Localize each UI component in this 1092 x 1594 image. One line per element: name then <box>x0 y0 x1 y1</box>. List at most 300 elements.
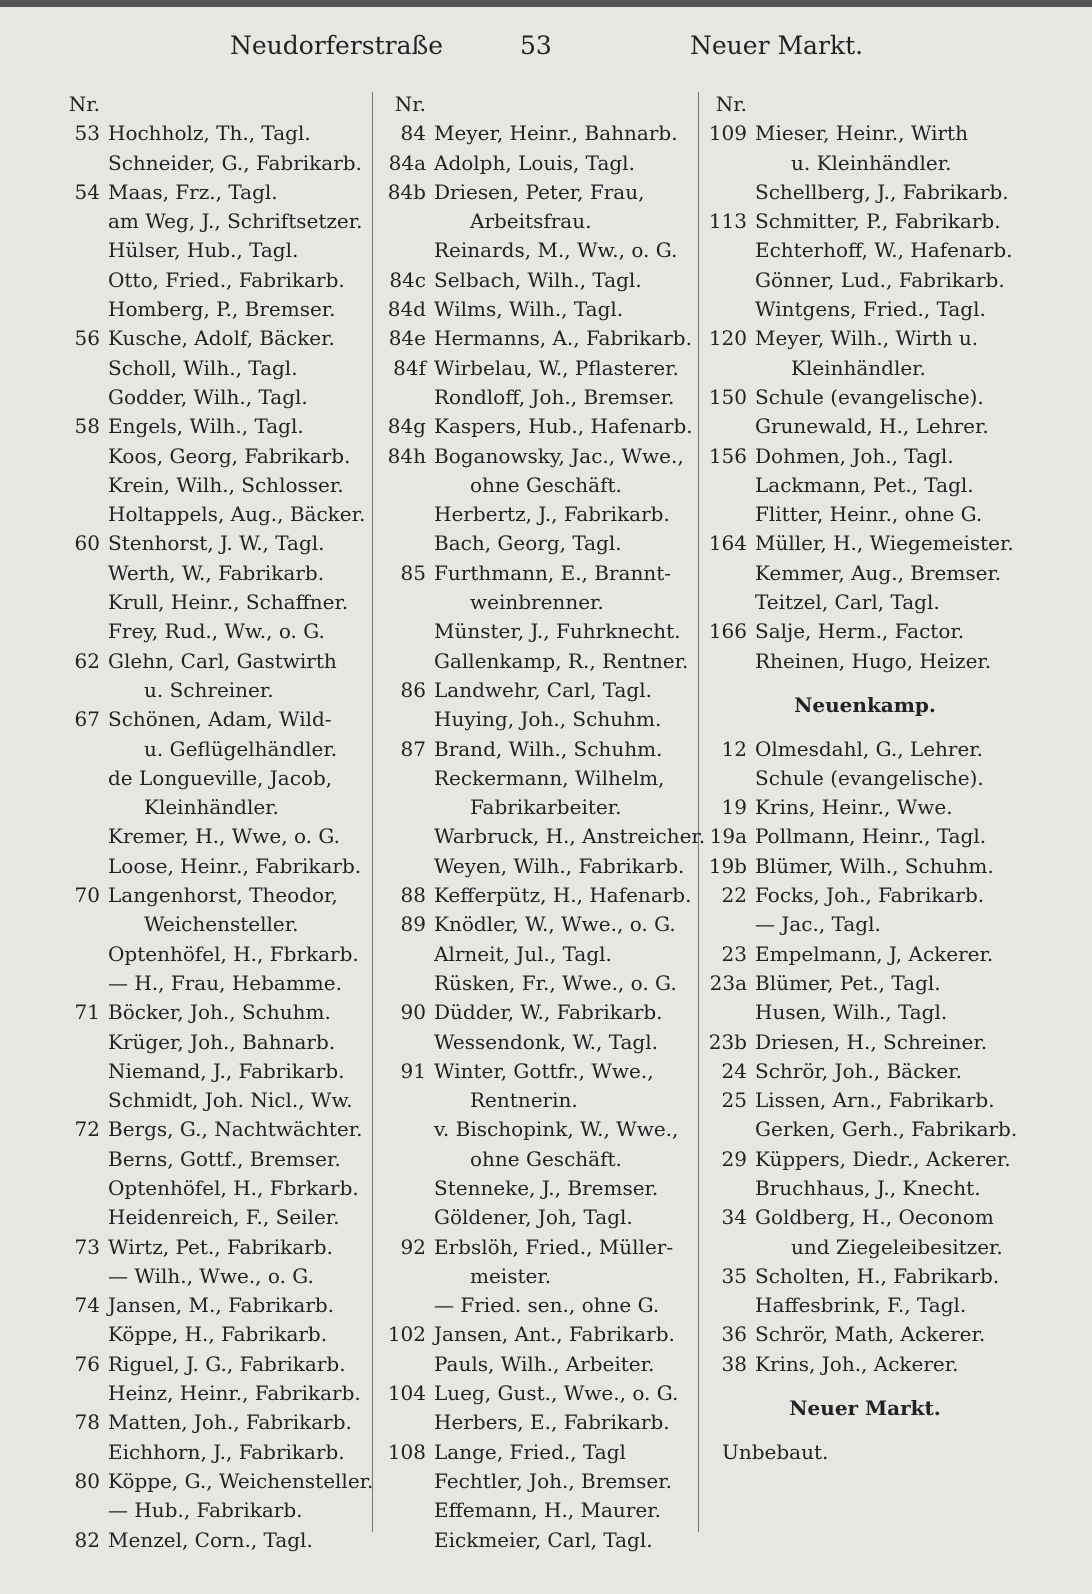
house-number: 58 <box>74 414 100 439</box>
resident-entry: am Weg, J., Schriftsetzer. <box>108 209 363 234</box>
resident-entry: Winter, Gottfr., Wwe., <box>434 1058 654 1083</box>
resident-entry: Schmidt, Joh. Nicl., Ww. <box>108 1088 353 1113</box>
entry-row <box>0 676 375 705</box>
entry-row <box>0 1291 375 1320</box>
house-number: 84e <box>388 326 426 351</box>
entry-row <box>700 471 1030 500</box>
resident-entry: Heinz, Heinr., Fabrikarb. <box>108 1381 361 1406</box>
entry-row <box>700 295 1030 324</box>
entry-row <box>376 1291 706 1320</box>
entry-row <box>700 442 1030 471</box>
resident-entry: Eichhorn, J., Fabrikarb. <box>108 1439 345 1464</box>
resident-entry: Heidenreich, F., Seiler. <box>108 1205 340 1230</box>
house-number: 62 <box>74 648 100 673</box>
resident-entry: Weyen, Wilh., Fabrikarb. <box>434 853 685 878</box>
entry-row <box>0 647 375 676</box>
house-number: 164 <box>708 531 747 556</box>
house-number: 102 <box>387 1322 426 1347</box>
resident-entry: Engels, Wilh., Tagl. <box>108 414 304 439</box>
resident-entry: Lissen, Arn., Fabrikarb. <box>755 1088 995 1113</box>
entry-row <box>700 236 1030 265</box>
house-number: 84 <box>400 121 426 146</box>
resident-entry: Schrör, Math, Ackerer. <box>755 1322 986 1347</box>
entry-row <box>0 1233 375 1262</box>
entry-row <box>0 852 375 881</box>
resident-entry: Krins, Joh., Ackerer. <box>755 1351 959 1376</box>
entry-row <box>0 1320 375 1349</box>
resident-entry: Müller, H., Wiegemeister. <box>755 531 1014 556</box>
house-number: 86 <box>400 677 426 702</box>
entry-row <box>0 940 375 969</box>
resident-entry: Bruchhaus, J., Knecht. <box>755 1175 981 1200</box>
entry-row <box>700 1262 1030 1291</box>
resident-entry: Schrör, Joh., Bäcker. <box>755 1058 962 1083</box>
house-number: 54 <box>74 179 100 204</box>
resident-entry: Krull, Heinr., Schaffner. <box>108 590 349 615</box>
entry-row <box>0 793 375 822</box>
resident-entry: Empelmann, J, Ackerer. <box>755 941 994 966</box>
entry-row <box>376 412 706 441</box>
entry-row <box>0 178 375 207</box>
resident-entry: — Wilh., Wwe., o. G. <box>108 1263 314 1288</box>
entry-row <box>376 1350 706 1379</box>
resident-entry: Krein, Wilh., Schlosser. <box>108 472 344 497</box>
entry-row <box>0 1526 375 1555</box>
resident-entry: Salje, Herm., Factor. <box>755 619 965 644</box>
resident-entry: Holtappels, Aug., Bäcker. <box>108 502 366 527</box>
entry-row <box>0 1496 375 1525</box>
house-number: 91 <box>400 1058 426 1083</box>
entry-row <box>0 1174 375 1203</box>
resident-entry: de Longueville, Jacob, <box>108 765 333 790</box>
resident-entry: Maas, Frz., Tagl. <box>108 179 278 204</box>
house-number: 19b <box>708 853 747 878</box>
house-number: 29 <box>721 1146 747 1171</box>
house-number: 73 <box>74 1234 100 1259</box>
resident-entry: weinbrenner. <box>470 590 604 615</box>
entry-row <box>700 969 1030 998</box>
resident-entry: Schule (evangelische). <box>755 384 984 409</box>
resident-entry: Adolph, Louis, Tagl. <box>434 150 635 175</box>
entry-row <box>376 852 706 881</box>
resident-entry: ohne Geschäft. <box>470 1146 622 1171</box>
entry-row <box>0 1145 375 1174</box>
house-number: 24 <box>721 1058 747 1083</box>
resident-entry: Otto, Fried., Fabrikarb. <box>108 267 345 292</box>
resident-entry: Köppe, H., Fabrikarb. <box>108 1322 328 1347</box>
house-number: 76 <box>74 1351 100 1376</box>
entry-row <box>0 617 375 646</box>
resident-entry: Koos, Georg, Fabrikarb. <box>108 443 351 468</box>
resident-entry: Eickmeier, Carl, Tagl. <box>434 1527 653 1552</box>
resident-entry: Bergs, G., Nachtwächter. <box>108 1117 363 1142</box>
entry-row <box>376 940 706 969</box>
resident-entry: Rüsken, Fr., Wwe., o. G. <box>434 970 677 995</box>
house-number: 70 <box>74 883 100 908</box>
resident-entry: Rentnerin. <box>470 1088 578 1113</box>
resident-entry: Meyer, Heinr., Bahnarb. <box>434 121 678 146</box>
entry-row <box>700 1115 1030 1144</box>
resident-entry: Grunewald, H., Lehrer. <box>755 414 989 439</box>
entry-row <box>0 881 375 910</box>
resident-entry: Bach, Georg, Tagl. <box>434 531 622 556</box>
house-number: 82 <box>74 1527 100 1552</box>
entry-row <box>0 1203 375 1232</box>
resident-entry: Herbers, E., Fabrikarb. <box>434 1410 670 1435</box>
house-number: 74 <box>74 1293 100 1318</box>
resident-entry: Olmesdahl, G., Lehrer. <box>755 736 984 761</box>
house-number: 84c <box>389 267 426 292</box>
resident-entry: Teitzel, Carl, Tagl. <box>755 590 940 615</box>
entry-row <box>700 383 1030 412</box>
entry-row <box>700 822 1030 851</box>
house-number: 34 <box>721 1205 747 1230</box>
resident-entry: Kaspers, Hub., Hafenarb. <box>434 414 693 439</box>
house-number: 84b <box>387 179 426 204</box>
entry-row <box>700 500 1030 529</box>
resident-entry: Wilms, Wilh., Tagl. <box>434 297 624 322</box>
resident-entry: Wirtz, Pet., Fabrikarb. <box>108 1234 333 1259</box>
house-number: 84h <box>387 443 426 468</box>
house-number: 23a <box>709 970 747 995</box>
resident-entry: Weichensteller. <box>144 912 299 937</box>
house-number: 104 <box>387 1381 426 1406</box>
entry-row <box>0 588 375 617</box>
entry-row <box>0 471 375 500</box>
entry-row <box>376 969 706 998</box>
resident-entry: Goldberg, H., Oeconom <box>755 1205 994 1230</box>
resident-entry: Flitter, Heinr., ohne G. <box>755 502 983 527</box>
resident-entry: Alrneit, Jul., Tagl. <box>434 941 612 966</box>
entry-row <box>376 119 706 148</box>
entry-row <box>700 90 1030 119</box>
entry-row <box>700 998 1030 1027</box>
resident-entry: Jansen, M., Fabrikarb. <box>108 1293 335 1318</box>
resident-entry: Haffesbrink, F., Tagl. <box>755 1293 967 1318</box>
resident-entry: Wessendonk, W., Tagl. <box>434 1029 658 1054</box>
entry-row <box>700 1350 1030 1379</box>
entry-row <box>0 1379 375 1408</box>
house-number: Nr. <box>68 92 100 116</box>
entry-row <box>700 324 1030 353</box>
entry-row <box>376 647 706 676</box>
resident-entry: Blümer, Wilh., Schuhm. <box>755 853 994 878</box>
entry-row <box>376 1379 706 1408</box>
entry-row <box>700 647 1030 676</box>
entry-row <box>376 1262 706 1291</box>
resident-entry: Menzel, Corn., Tagl. <box>108 1527 313 1552</box>
entry-row <box>0 1115 375 1144</box>
house-number: 12 <box>721 736 747 761</box>
entry-row <box>376 500 706 529</box>
resident-entry: Werth, W., Fabrikarb. <box>108 560 325 585</box>
entry-row <box>376 529 706 558</box>
house-number: 84a <box>388 150 426 175</box>
resident-entry: Schneider, G., Fabrikarb. <box>108 150 362 175</box>
entry-row <box>700 617 1030 646</box>
resident-entry: Rondloff, Joh., Bremser. <box>434 384 675 409</box>
resident-entry: Brand, Wilh., Schuhm. <box>434 736 663 761</box>
entry-row <box>0 236 375 265</box>
house-number: 88 <box>400 883 426 908</box>
resident-entry: Scholten, H., Fabrikarb. <box>755 1263 1000 1288</box>
entry-row <box>376 705 706 734</box>
resident-entry: Lueg, Gust., Wwe., o. G. <box>434 1381 679 1406</box>
entry-row <box>376 822 706 851</box>
resident-entry: Scholl, Wilh., Tagl. <box>108 355 298 380</box>
entry-row <box>376 1496 706 1525</box>
resident-entry: ohne Geschäft. <box>470 472 622 497</box>
house-number: 53 <box>74 121 100 146</box>
resident-entry: Riguel, J. G., Fabrikarb. <box>108 1351 346 1376</box>
header-street-left: Neudorferstraße <box>230 31 444 60</box>
entry-row <box>376 1028 706 1057</box>
entry-row <box>376 1233 706 1262</box>
house-number: 156 <box>708 443 747 468</box>
resident-entry: Blümer, Pet., Tagl. <box>755 970 941 995</box>
resident-entry: und Ziegeleibesitzer. <box>791 1234 1003 1259</box>
resident-entry: Matten, Joh., Fabrikarb. <box>108 1410 352 1435</box>
entry-row <box>700 881 1030 910</box>
house-number: 84g <box>387 414 426 439</box>
entry-row <box>0 207 375 236</box>
house-number: 71 <box>74 1000 100 1025</box>
house-number: 85 <box>400 560 426 585</box>
resident-entry: Frey, Rud., Ww., o. G. <box>108 619 325 644</box>
entry-row <box>700 412 1030 441</box>
resident-entry: Echterhoff, W., Hafenarb. <box>755 238 1013 263</box>
resident-entry: Kleinhändler. <box>144 795 279 820</box>
resident-entry: Huying, Joh., Schuhm. <box>434 707 662 732</box>
entry-row <box>0 1086 375 1115</box>
resident-entry: Köppe, G., Weichensteller. <box>108 1468 374 1493</box>
resident-entry: meister. <box>470 1263 552 1288</box>
entry-row <box>0 1408 375 1437</box>
entry-row <box>700 940 1030 969</box>
section-title-neuer-markt: Neuer Markt. <box>789 1396 941 1421</box>
entry-row <box>376 1115 706 1144</box>
resident-entry: Dohmen, Joh., Tagl. <box>755 443 954 468</box>
resident-entry: Münster, J., Fuhrknecht. <box>434 619 681 644</box>
house-number: 19 <box>721 795 747 820</box>
entry-row <box>376 881 706 910</box>
entry-row <box>0 90 375 119</box>
house-number: 84d <box>387 297 426 322</box>
resident-entry: Arbeitsfrau. <box>470 209 592 234</box>
resident-entry: Godder, Wilh., Tagl. <box>108 384 308 409</box>
column-middle <box>376 90 706 1555</box>
entry-row <box>0 1350 375 1379</box>
entry-row <box>0 735 375 764</box>
entry-row <box>0 822 375 851</box>
resident-entry: Wintgens, Fried., Tagl. <box>755 297 986 322</box>
resident-entry: Küppers, Diedr., Ackerer. <box>755 1146 1011 1171</box>
entry-row <box>700 910 1030 939</box>
resident-entry: Kremer, H., Wwe, o. G. <box>108 824 340 849</box>
resident-entry: Kusche, Adolf, Bäcker. <box>108 326 335 351</box>
resident-entry: Reckermann, Wilhelm, <box>434 765 665 790</box>
resident-entry: u. Schreiner. <box>144 677 274 702</box>
resident-entry: Driesen, H., Schreiner. <box>755 1029 988 1054</box>
resident-entry: Optenhöfel, H., Fbrkarb. <box>108 1175 359 1200</box>
section-note: Unbebaut. <box>722 1439 829 1464</box>
house-number: 120 <box>708 326 747 351</box>
resident-entry: Knödler, W., Wwe., o. G. <box>434 912 676 937</box>
house-number: 89 <box>400 912 426 937</box>
entry-row <box>0 559 375 588</box>
entry-row <box>700 852 1030 881</box>
entry-row <box>376 1526 706 1555</box>
entry-row <box>376 1086 706 1115</box>
resident-entry: Schmitter, P., Fabrikarb. <box>755 209 1001 234</box>
resident-entry: Krüger, Joh., Bahnarb. <box>108 1029 336 1054</box>
entry-row <box>700 1145 1030 1174</box>
entry-row <box>376 1174 706 1203</box>
resident-entry: Homberg, P., Bremser. <box>108 297 336 322</box>
resident-entry: Mieser, Heinr., Wirth <box>755 121 968 146</box>
house-number: 84f <box>393 355 426 380</box>
resident-entry: Glehn, Carl, Gastwirth <box>108 648 337 673</box>
entry-row <box>376 295 706 324</box>
entry-row <box>700 119 1030 148</box>
resident-entry: Krins, Heinr., Wwe. <box>755 795 953 820</box>
entry-row <box>0 119 375 148</box>
house-number: 35 <box>721 1263 747 1288</box>
house-number: 166 <box>708 619 747 644</box>
entry-row <box>0 764 375 793</box>
resident-entry: Berns, Gottf., Bremser. <box>108 1146 341 1171</box>
resident-entry: Stenneke, J., Bremser. <box>434 1175 659 1200</box>
entry-row <box>0 1262 375 1291</box>
resident-entry: Hochholz, Th., Tagl. <box>108 121 311 146</box>
resident-entry: Pollmann, Heinr., Tagl. <box>755 824 987 849</box>
house-number: 109 <box>708 121 747 146</box>
entry-row <box>0 1028 375 1057</box>
entry-row <box>376 910 706 939</box>
resident-entry: Furthmann, E., Brannt- <box>434 560 672 585</box>
resident-entry: Göldener, Joh, Tagl. <box>434 1205 633 1230</box>
entry-row <box>0 149 375 178</box>
entry-row <box>700 1291 1030 1320</box>
house-number: 78 <box>74 1410 100 1435</box>
house-number: 60 <box>74 531 100 556</box>
entry-row <box>376 998 706 1027</box>
house-number: 25 <box>721 1088 747 1113</box>
entry-row <box>0 705 375 734</box>
resident-entry: Erbslöh, Fried., Müller- <box>434 1234 674 1259</box>
house-number: 80 <box>74 1468 100 1493</box>
entry-row <box>0 500 375 529</box>
entry-row <box>0 442 375 471</box>
entry-row <box>0 529 375 558</box>
resident-entry: Kleinhändler. <box>791 355 926 380</box>
resident-entry: Kemmer, Aug., Bremser. <box>755 560 1002 585</box>
resident-entry: u. Geflügelhändler. <box>144 736 338 761</box>
resident-entry: Husen, Wilh., Tagl. <box>755 1000 948 1025</box>
house-number: 19a <box>709 824 747 849</box>
resident-entry: Lackmann, Pet., Tagl. <box>755 472 974 497</box>
entry-row <box>0 1438 375 1467</box>
entry-row <box>700 1174 1030 1203</box>
resident-entry: Kefferpütz, H., Hafenarb. <box>434 883 692 908</box>
resident-entry: Gerken, Gerh., Fabrikarb. <box>755 1117 1018 1142</box>
resident-entry: Herbertz, J., Fabrikarb. <box>434 502 670 527</box>
entry-row <box>0 383 375 412</box>
resident-entry: — Jac., Tagl. <box>755 912 881 937</box>
entry-row <box>376 207 706 236</box>
entry-row <box>0 998 375 1027</box>
resident-entry: Böcker, Joh., Schuhm. <box>108 1000 331 1025</box>
resident-entry: Hülser, Hub., Tagl. <box>108 238 299 263</box>
house-number: 90 <box>400 1000 426 1025</box>
entry-row <box>376 149 706 178</box>
resident-entry: v. Bischopink, W., Wwe., <box>434 1117 679 1142</box>
resident-entry: Effemann, H., Maurer. <box>434 1498 661 1523</box>
entry-row <box>700 1320 1030 1349</box>
entry-row <box>700 559 1030 588</box>
entry-row <box>700 207 1030 236</box>
house-number: 36 <box>721 1322 747 1347</box>
entry-row <box>376 1408 706 1437</box>
house-number: 72 <box>74 1117 100 1142</box>
entry-row <box>376 471 706 500</box>
entry-row <box>700 1233 1030 1262</box>
house-number: 38 <box>721 1351 747 1376</box>
house-number: 87 <box>400 736 426 761</box>
resident-entry: Niemand, J., Fabrikarb. <box>108 1058 345 1083</box>
header-street-right: Neuer Markt. <box>690 31 864 60</box>
entry-row <box>0 295 375 324</box>
resident-entry: Wirbelau, W., Pflasterer. <box>434 355 679 380</box>
resident-entry: Gallenkamp, R., Rentner. <box>434 648 689 673</box>
house-number: 113 <box>708 209 747 234</box>
entry-row <box>0 1057 375 1086</box>
entry-row <box>376 1203 706 1232</box>
entry-row <box>700 266 1030 295</box>
resident-entry: — Hub., Fabrikarb. <box>108 1498 303 1523</box>
entry-row <box>0 412 375 441</box>
house-number: 56 <box>74 326 100 351</box>
house-number: 67 <box>74 707 100 732</box>
entry-row <box>376 90 706 119</box>
entry-row <box>700 149 1030 178</box>
top-border <box>0 0 1092 7</box>
entry-row <box>376 676 706 705</box>
section-title-neuenkamp: Neuenkamp. <box>794 692 936 717</box>
resident-entry: Rheinen, Hugo, Heizer. <box>755 648 992 673</box>
entry-row <box>376 588 706 617</box>
entry-row <box>376 354 706 383</box>
entry-row <box>376 324 706 353</box>
house-number: 108 <box>387 1439 426 1464</box>
resident-entry: Düdder, W., Fabrikarb. <box>434 1000 663 1025</box>
entry-row <box>700 1203 1030 1232</box>
resident-entry: — Fried. sen., ohne G. <box>434 1293 660 1318</box>
resident-entry: Fabrikarbeiter. <box>470 795 622 820</box>
resident-entry: Loose, Heinr., Fabrikarb. <box>108 853 362 878</box>
resident-entry: Warbruck, H., Anstreicher. <box>434 824 706 849</box>
entry-row <box>700 529 1030 558</box>
resident-entry: Driesen, Peter, Frau, <box>434 179 645 204</box>
entry-row <box>700 793 1030 822</box>
resident-entry: Optenhöfel, H., Fbrkarb. <box>108 941 359 966</box>
entry-row <box>0 266 375 295</box>
resident-entry: Schule (evangelische). <box>755 765 984 790</box>
entry-row <box>376 793 706 822</box>
resident-entry: Reinards, M., Ww., o. G. <box>434 238 678 263</box>
house-number: Nr. <box>715 92 747 116</box>
resident-entry: Lange, Fried., Tagl <box>434 1439 626 1464</box>
